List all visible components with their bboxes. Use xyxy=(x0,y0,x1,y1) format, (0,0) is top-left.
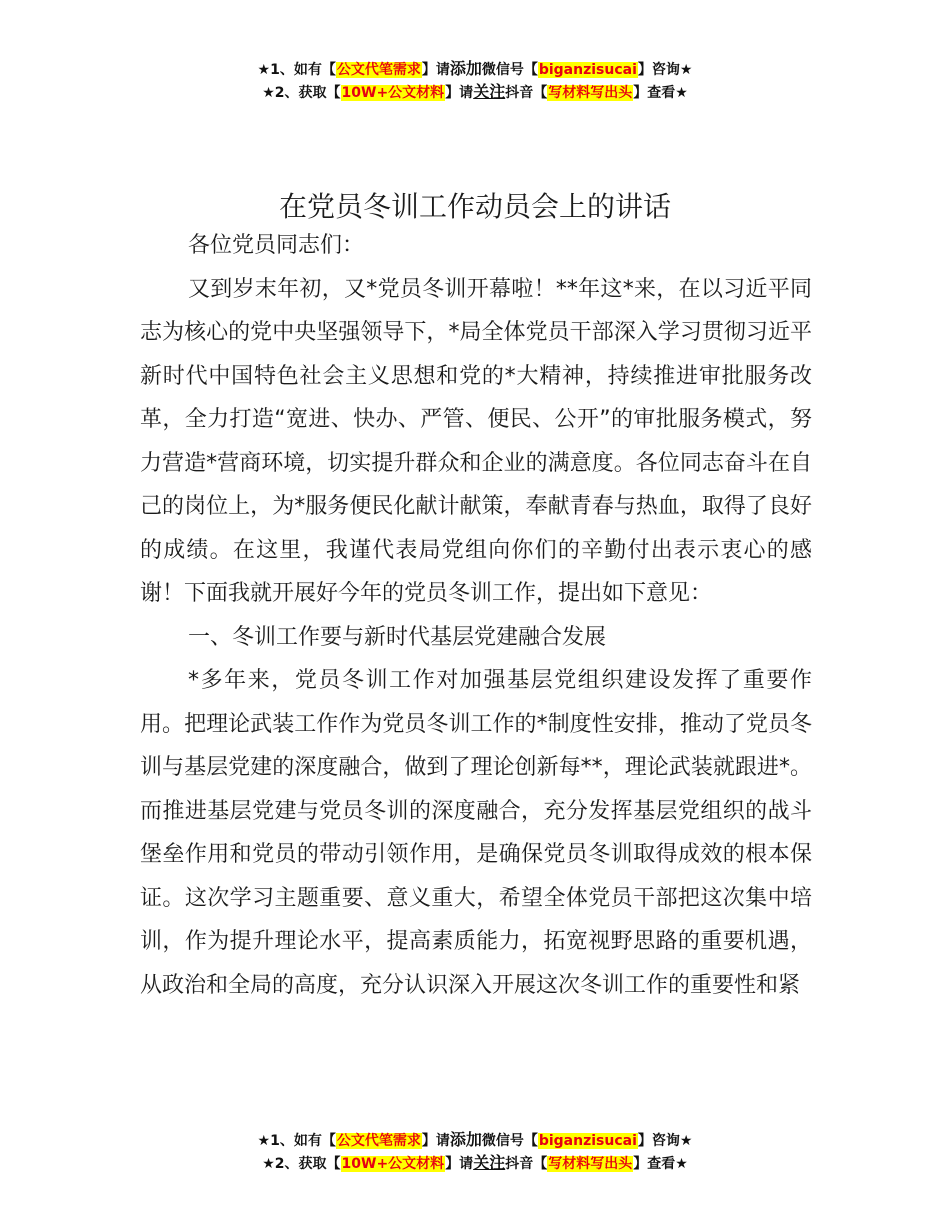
promo-text: 】请 xyxy=(445,1156,474,1172)
promo-text: 微信号【 xyxy=(481,62,538,78)
promo-emphasis: 添加 xyxy=(449,1130,482,1149)
promo-emphasis: 关注 xyxy=(473,1153,506,1172)
paragraph-section-1: *多年来，党员冬训工作对加强基层党组织建设发挥了重要作用。把理论武装工作作为党员冬训工作的*制度性安排，推动了党员冬训与基层党建的深度融合，做到了理论创新每**，理论武装就跟进*。而推进基层党建与党员冬训的深度融合，充分发挥基层党组织的战斗堡垒作用和党员的带动引领作用，是确保党员冬训取得成效的根本保证。这次学习主题重要、意义重大，希望全体党员干部把这次集中培训，作为提升理论水平，提高素质能力，拓宽视野思路的重要机遇，从政治和全局的高度，充分认识深入开展这次冬训工作的重要性和紧 xyxy=(140,668,812,998)
promo-text: 抖音【 xyxy=(505,1156,548,1172)
salutation: 各位党员同志们： xyxy=(188,233,365,258)
promo-text: 】请 xyxy=(445,85,474,101)
promo-highlight: biganzisucai xyxy=(538,62,637,78)
promo-line-1 xyxy=(0,58,950,81)
promo-text: ★1、如有【 xyxy=(257,1133,336,1149)
promo-emphasis: 关注 xyxy=(473,82,506,101)
document-body xyxy=(140,224,812,1007)
promo-highlight: 写材料写出头 xyxy=(548,1156,633,1172)
promo-text: 】请 xyxy=(421,1133,450,1149)
promo-text: 微信号【 xyxy=(481,1133,538,1149)
promo-text: 抖音【 xyxy=(505,85,548,101)
promo-line-1 xyxy=(0,1129,950,1152)
promo-text: 】查看★ xyxy=(633,85,688,101)
promo-highlight: 10W+公文材料 xyxy=(341,1156,445,1172)
promo-line-2 xyxy=(0,1152,950,1175)
promo-highlight: 公文代笔需求 xyxy=(336,62,421,78)
promo-header xyxy=(0,58,950,104)
promo-emphasis: 添加 xyxy=(449,59,482,78)
promo-line-2 xyxy=(0,81,950,104)
promo-text: 】咨询★ xyxy=(637,1133,693,1149)
promo-text: ★2、获取【 xyxy=(262,85,341,101)
paragraph-intro: 又到岁末年初，又*党员冬训开幕啦！**年这*来，在以习近平同志为核心的党中央坚强领导下，*局全体党员干部深入学习贯彻习近平新时代中国特色社会主义思想和党的*大精神，持续推进审批服务改革，全力打造“宽进、快办、严管、便民、公开”的审批服务模式，努力营造*营商环境，切实提升群众和企业的满意度。各位同志奋斗在自己的岗位上，为*服务便民化献计献策，奉献青春与热血，取得了良好的成绩。在这里，我谨代表局党组向你们的辛勤付出表示衷心的感谢！下面我就开展好今年的党员冬训工作，提出如下意见： xyxy=(140,276,812,606)
document-title: 在党员冬训工作动员会上的讲话 xyxy=(278,189,671,223)
promo-footer xyxy=(0,1129,950,1175)
promo-highlight: 10W+公文材料 xyxy=(341,85,445,101)
promo-text: 】请 xyxy=(421,62,450,78)
promo-highlight: 写材料写出头 xyxy=(548,85,633,101)
promo-text: 】咨询★ xyxy=(637,62,693,78)
promo-highlight: 公文代笔需求 xyxy=(336,1133,421,1149)
promo-text: ★1、如有【 xyxy=(257,62,336,78)
promo-text: 】查看★ xyxy=(633,1156,688,1172)
promo-highlight: biganzisucai xyxy=(538,1133,637,1149)
section-heading-1: 一、冬训工作要与新时代基层党建融合发展 xyxy=(188,624,607,650)
promo-text: ★2、获取【 xyxy=(262,1156,341,1172)
